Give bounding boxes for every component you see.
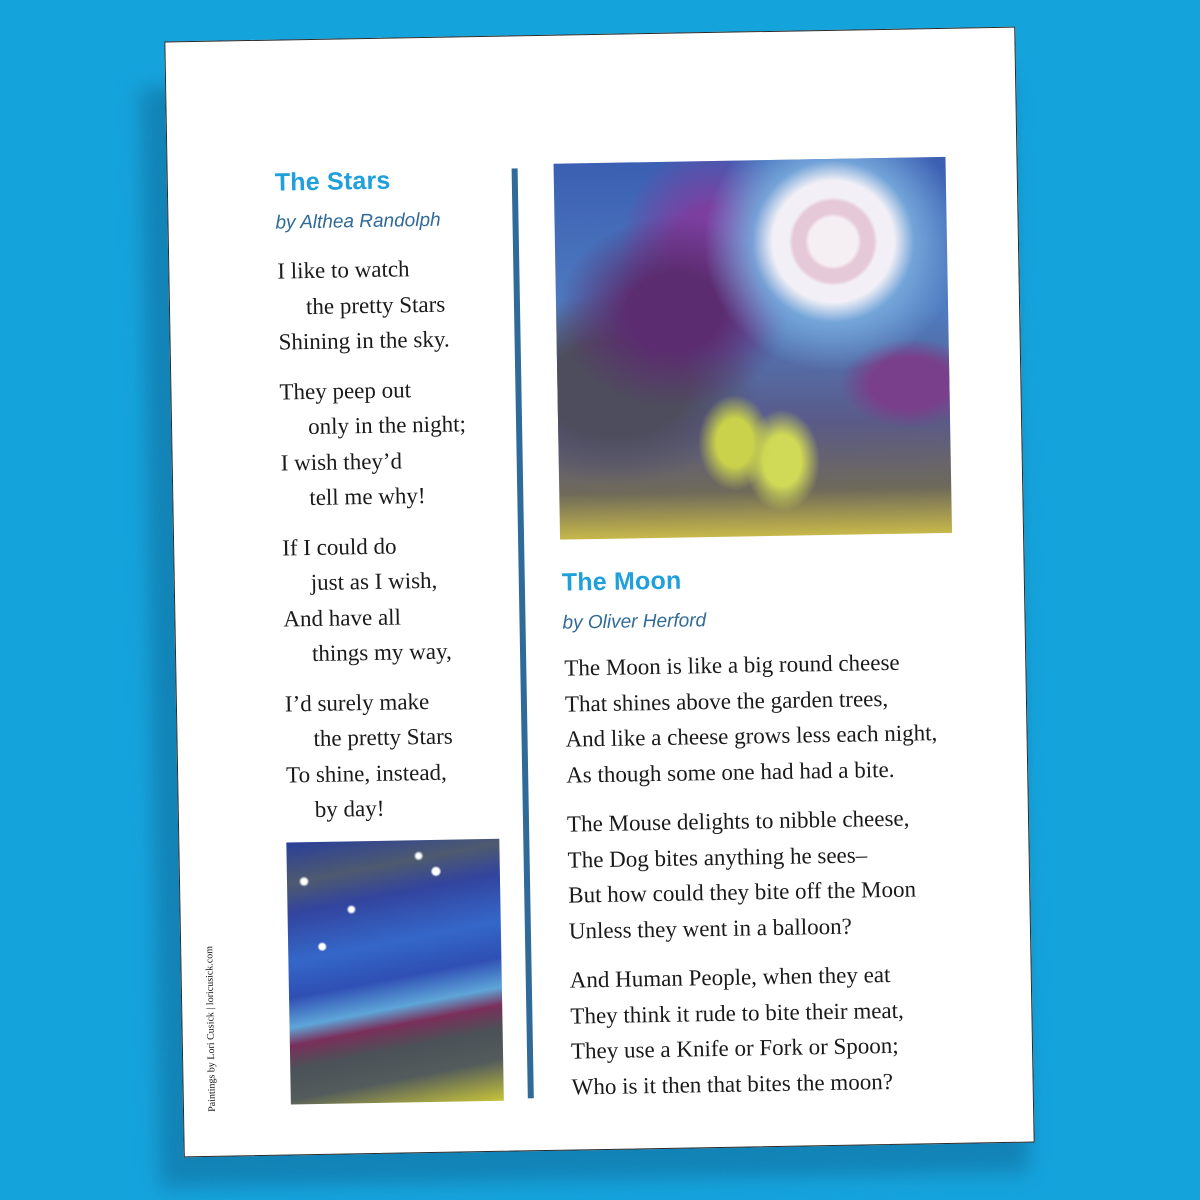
moon-tree-painting xyxy=(554,157,953,540)
poem-line: The Mouse delights to nibble cheese, xyxy=(566,805,910,837)
stanza xyxy=(279,371,467,516)
poem-line: To shine, instead, xyxy=(285,759,447,787)
stanza xyxy=(564,644,938,792)
column-divider xyxy=(512,168,534,1098)
poem-line: Who is it then that bites the moon? xyxy=(571,1068,894,1100)
stars-byline: by Althea Randolph xyxy=(275,209,441,234)
poem-page xyxy=(164,27,1034,1158)
stars-poem xyxy=(277,250,473,842)
poem-line: things my way, xyxy=(311,638,452,667)
poem-line: The Moon is like a big round cheese xyxy=(564,649,900,681)
poem-line: If I could do xyxy=(281,533,397,561)
poem-line: But how could they bite off the Moon xyxy=(568,876,917,908)
poem-line: They use a Knife or Fork or Spoon; xyxy=(570,1032,899,1064)
painting-credit: Paintings by Lori Cusick | loricusick.com xyxy=(204,945,219,1112)
poem-line: tell me why! xyxy=(309,483,426,511)
moon-byline: by Oliver Herford xyxy=(562,610,707,634)
poem-line: Shining in the sky. xyxy=(278,326,450,355)
stanza xyxy=(285,683,473,828)
stars-title: The Stars xyxy=(274,166,391,197)
stanza xyxy=(277,250,465,360)
stanza xyxy=(567,800,941,948)
poem-line: They think it rude to bite their meat, xyxy=(570,997,904,1029)
stanza xyxy=(282,527,470,672)
moon-title: The Moon xyxy=(561,566,682,597)
poem-line: the pretty Stars xyxy=(305,291,446,319)
stanza xyxy=(569,956,943,1104)
poem-line: I’d surely make xyxy=(284,688,430,717)
poem-line: Unless they went in a balloon? xyxy=(568,913,853,944)
night-sky-painting xyxy=(286,839,504,1105)
poem-line: As though some one had had a bite. xyxy=(565,756,895,788)
poem-line: That shines above the garden trees, xyxy=(564,685,889,717)
poem-line: And have all xyxy=(283,603,402,632)
poem-line: by day! xyxy=(314,795,385,823)
poem-line: just as I wish, xyxy=(310,567,438,596)
poem-line: They peep out xyxy=(279,376,412,405)
poem-line: And Human People, when they eat xyxy=(569,961,891,993)
poem-line: The Dog bites anything he sees– xyxy=(567,841,868,873)
poem-line: I wish they’d xyxy=(280,447,403,476)
moon-poem xyxy=(564,644,944,1118)
poem-line: the pretty Stars xyxy=(313,723,453,752)
poem-line: And like a cheese grows less each night, xyxy=(565,720,938,752)
poem-line: I like to watch xyxy=(277,256,410,284)
poem-line: only in the night; xyxy=(307,411,467,440)
